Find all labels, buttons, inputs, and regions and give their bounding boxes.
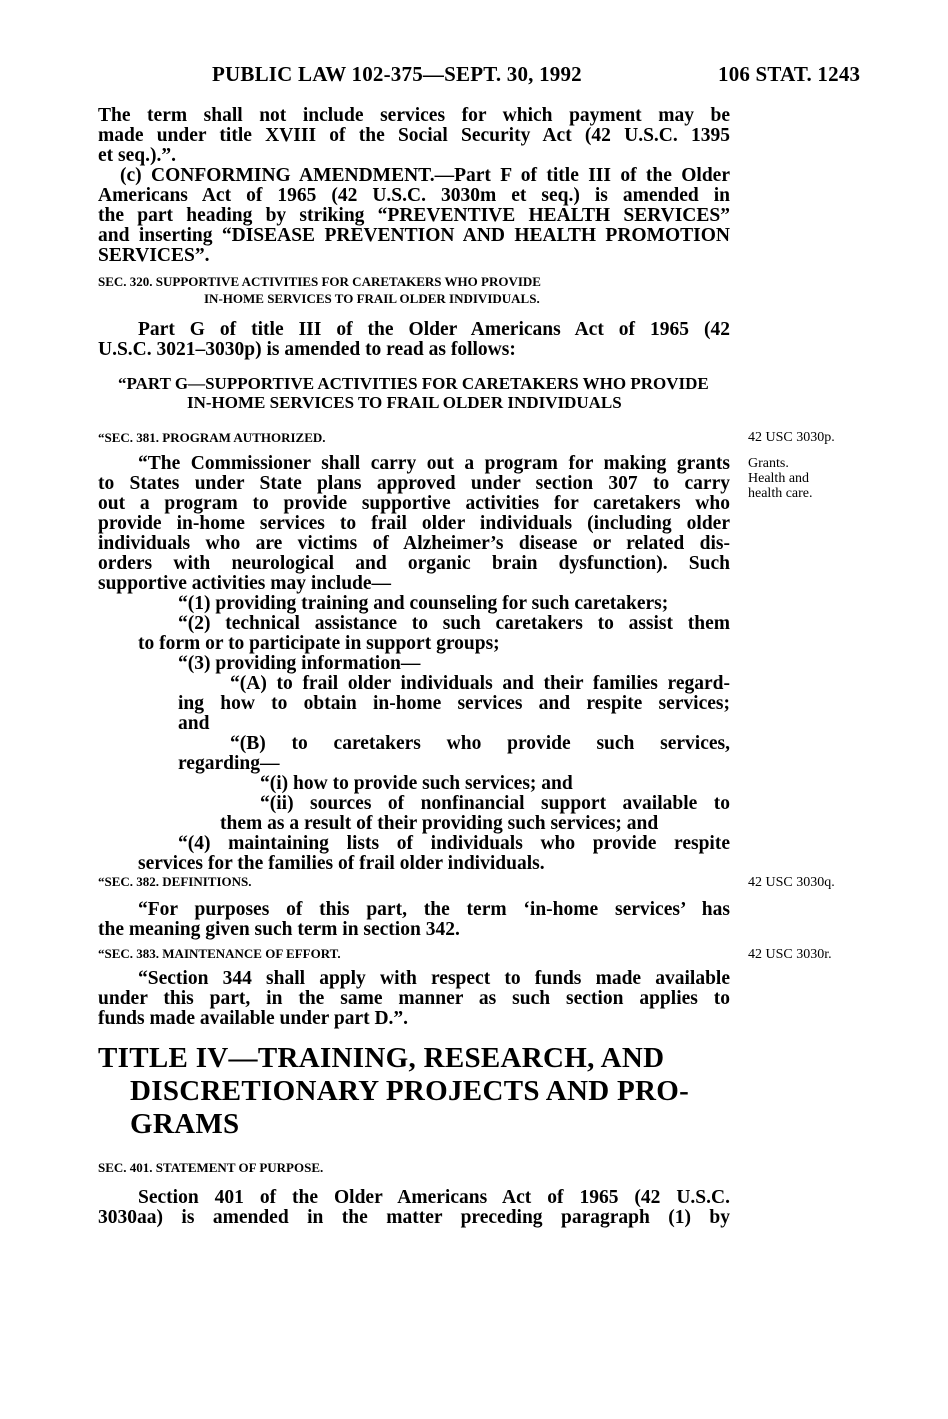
text-line: out a program to provide supportive activities for caretakers who xyxy=(98,493,730,514)
item-line: “(ii) sources of nonfinancial support available to xyxy=(260,793,730,814)
text-line: orders with neurological and organic brain dysfunction). Such xyxy=(98,553,730,574)
section-320-heading-cont: IN-HOME SERVICES TO FRAIL OLDER INDIVIDUALS. xyxy=(204,291,540,306)
item-line: “(B) to caretakers who provide such services, xyxy=(230,733,730,754)
text-line: Part G of title III of the Older Americans Act of 1965 (42 xyxy=(138,319,730,340)
section-382-heading: “SEC. 382. DEFINITIONS. xyxy=(98,874,252,889)
section-401-text xyxy=(98,1188,730,1228)
section-401-heading: SEC. 401. STATEMENT OF PURPOSE. xyxy=(98,1160,324,1175)
title-line: DISCRETIONARY PROJECTS AND PRO- xyxy=(130,1075,690,1107)
item-line: ing how to obtain in-home services and respite services; xyxy=(178,693,730,714)
text-line: the part heading by striking “PREVENTIVE HEALTH SERVICES” xyxy=(98,205,730,226)
section-381-body xyxy=(98,454,730,594)
margin-note-health: Health and xyxy=(748,471,810,486)
text-line: “Section 344 shall apply with respect to funds made available xyxy=(138,968,730,989)
text-line: the meaning given such term in section 342. xyxy=(98,919,460,940)
part-g-heading: “PART G—SUPPORTIVE ACTIVITIES FOR CARETAKERS WHO PROVIDE xyxy=(118,374,709,393)
continued-text xyxy=(98,106,730,166)
section-320-heading: SEC. 320. SUPPORTIVE ACTIVITIES FOR CARETAKERS WHO PROVIDE xyxy=(98,274,541,289)
text-line: “The Commissioner shall carry out a program for making grants xyxy=(138,453,730,474)
running-head-left: PUBLIC LAW 102-375—SEPT. 30, 1992 xyxy=(212,62,582,86)
text-line: individuals who are victims of Alzheimer’s disease or related dis- xyxy=(98,533,730,554)
section-383-heading: “SEC. 383. MAINTENANCE OF EFFORT. xyxy=(98,946,341,961)
running-head-right: 106 STAT. 1243 xyxy=(718,62,861,86)
conforming-amendment xyxy=(98,166,730,266)
text-line: “For purposes of this part, the term ‘in-home services’ has xyxy=(138,899,730,920)
item-line: them as a result of their providing such services; and xyxy=(220,813,659,834)
section-382-text xyxy=(98,900,730,940)
item-line: “(A) to frail older individuals and their families regard- xyxy=(230,673,730,694)
section-320-text xyxy=(98,320,730,360)
section-381-items xyxy=(98,594,730,874)
section-381-heading: “SEC. 381. PROGRAM AUTHORIZED. xyxy=(98,430,326,445)
margin-note-3030p: 42 USC 3030p. xyxy=(748,430,835,445)
text-line: SERVICES”. xyxy=(98,245,210,266)
item-line: “(4) maintaining lists of individuals who provide respite xyxy=(178,833,730,854)
text-line: made under title XVIII of the Social Security Act (42 U.S.C. 1395 xyxy=(98,125,730,146)
text-line: U.S.C. 3021–3030p) is amended to read as follows: xyxy=(98,339,516,360)
part-g-heading-cont: IN-HOME SERVICES TO FRAIL OLDER INDIVIDUALS xyxy=(187,393,622,412)
text-line: provide in-home services to frail older individuals (including older xyxy=(98,513,730,534)
text-line: 3030aa) is amended in the matter preceding paragraph (1) by xyxy=(98,1207,730,1228)
item-line: “(i) how to provide such services; and xyxy=(260,773,573,794)
text-line: under this part, in the same manner as such section applies to xyxy=(98,988,730,1009)
section-383-text xyxy=(98,969,730,1029)
text-line: Americans Act of 1965 (42 U.S.C. 3030m et seq.) is amended in xyxy=(98,185,730,206)
title-line: TITLE IV—TRAINING, RESEARCH, AND xyxy=(98,1042,665,1074)
margin-note-health-cont: health care. xyxy=(748,486,813,501)
item-line: “(3) providing information— xyxy=(178,653,421,674)
text-line: The term shall not include services for which payment may be xyxy=(98,105,730,126)
text-line: and inserting “DISEASE PREVENTION AND HEALTH PROMOTION xyxy=(98,225,730,246)
title-iv-heading xyxy=(98,1042,730,1141)
item-line: regarding— xyxy=(178,753,280,774)
item-line: to form or to participate in support groups; xyxy=(138,633,500,654)
text-line: funds made available under part D.”. xyxy=(98,1008,409,1029)
text-line: Section 401 of the Older Americans Act of 1965 (42 U.S.C. xyxy=(138,1187,730,1208)
item-line: “(1) providing training and counseling for such caretakers; xyxy=(178,593,669,614)
text-line: supportive activities may include— xyxy=(98,573,392,594)
margin-note-3030r: 42 USC 3030r. xyxy=(748,947,832,962)
text-line: et seq.).”. xyxy=(98,145,176,166)
text-line: to States under State plans approved under section 307 to carry xyxy=(98,473,730,494)
title-line: GRAMS xyxy=(130,1108,240,1140)
item-line: “(2) technical assistance to such caretakers to assist them xyxy=(178,613,730,634)
item-line: services for the families of frail older individuals. xyxy=(138,853,545,874)
margin-note-3030q: 42 USC 3030q. xyxy=(748,875,835,890)
margin-note-grants: Grants. xyxy=(748,456,789,471)
item-line: and xyxy=(178,713,210,734)
text-line: (c) CONFORMING AMENDMENT.—Part F of title III of the Older xyxy=(120,165,730,186)
